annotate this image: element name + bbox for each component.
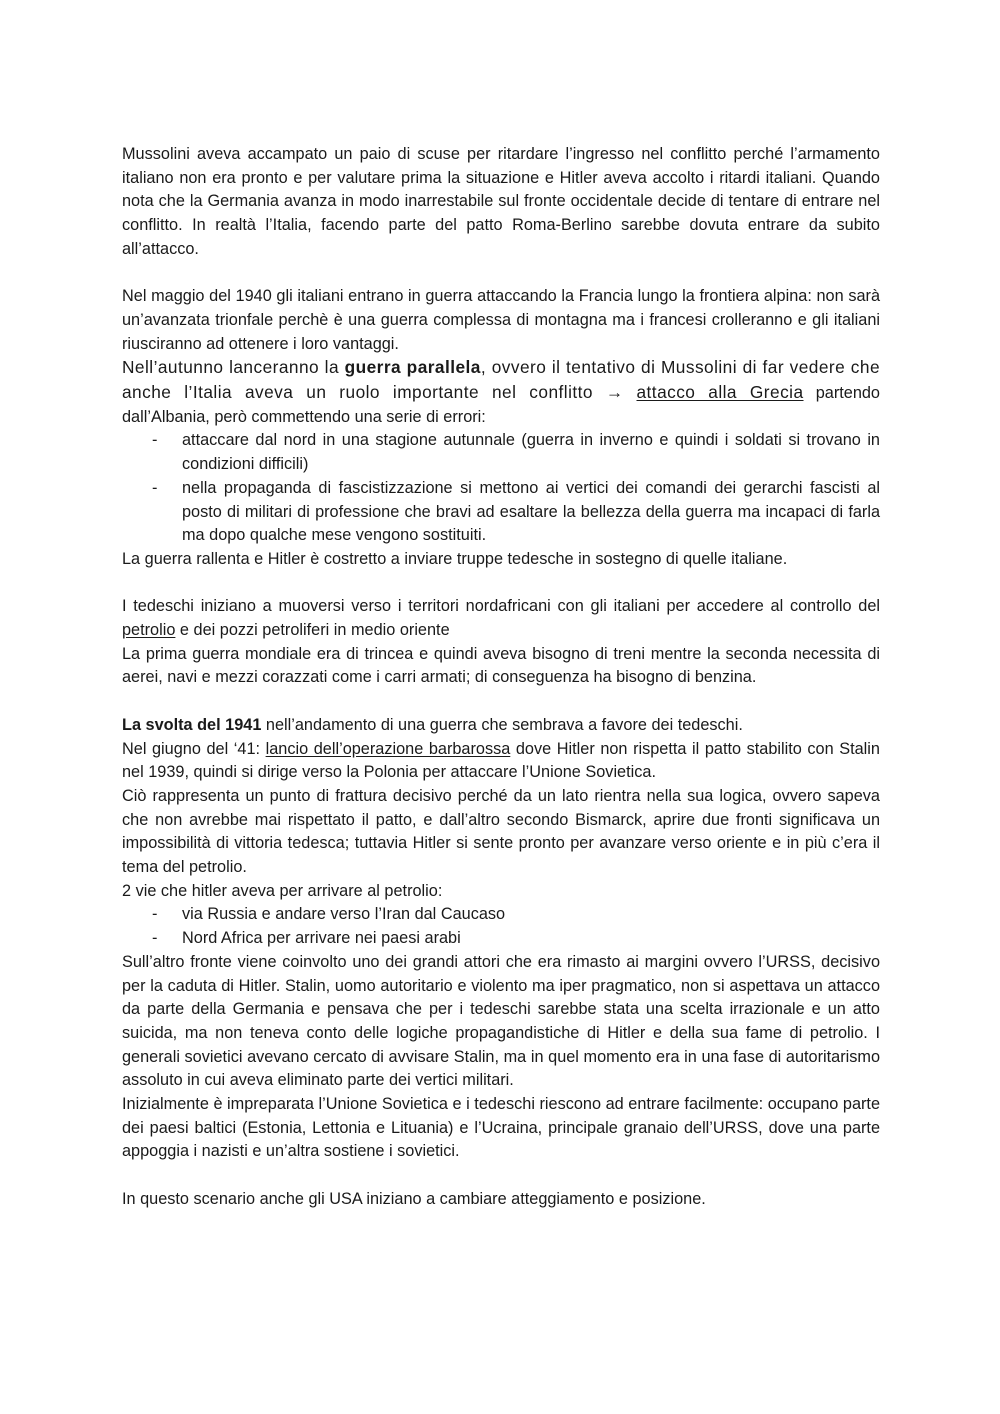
barbarossa-underlined: lancio dell’operazione barbarossa <box>265 739 511 758</box>
barbarossa-text-a: Nel giugno del ‘41: <box>122 739 266 758</box>
dash-bullet: - <box>152 905 158 924</box>
list-item <box>122 477 880 548</box>
dash-bullet: - <box>152 929 158 948</box>
parallel-war-text-c: , ovvero il tentativo di Mussolini di far vedere che anche l’Italia aveva un ruolo importante nel conflitto → <box>122 357 881 403</box>
greece-attack-underlined: attacco alla Grecia <box>636 382 804 403</box>
list-item <box>122 429 880 476</box>
paragraph-war-slows: La guerra rallenta e Hitler è costretto a inviare truppe tedesche in sostegno di quelle italiane. <box>122 549 788 568</box>
paragraph-north-africa <box>122 595 880 642</box>
paragraph-soviet-unprepared: Inizialmente è impreparata l’Unione Sovietica e i tedeschi riescono ad entrare facilmente: occupano parte dei paesi baltici (Estonia, Lettonia e Lituania) e l’Ucraina, principale granaio dell’URSS, dove una parte appoggia i nazisti e un’altra sostiene i sovietici. <box>122 1095 880 1161</box>
paragraph-mussolini-excuses: Mussolini aveva accampato un paio di scuse per ritardare l’ingresso nel conflitto perché l’armamento italiano non era pronto e per valutare prima la situazione e Hitler aveva accolto i ritardi italiani. Quando nota che la Germania avanza in modo inarrestabile sul fronte occidentale decide di tentare di entrare nel conflitto. In realtà l’Italia, facendo parte del patto Roma-Berlino sarebbe dovuta entrare da subito all’attacco. <box>122 145 880 258</box>
paragraph-may-1940: Nel maggio del 1940 gli italiani entrano in guerra attaccando la Francia lungo la frontiera alpina: non sarà un’avanzata trionfale perchè è una guerra complessa di montagna ma i francesi crolleranno e gli italiani riusciranno ad ottenere i loro vantaggi. <box>122 287 880 353</box>
parallel-war-bold: guerra parallela <box>344 357 481 378</box>
parallel-war-text-e: partendo dall’Albania, però commettendo una serie di errori: <box>122 384 880 426</box>
paragraph-parallel-war <box>122 356 880 429</box>
parallel-war-text-a: Nell’autunno lanceranno la <box>122 357 345 378</box>
paragraph-urss-stalin: Sull’altro fronte viene coinvolto uno dei grandi attori che era rimasto ai margini ovvero l’URSS, decisivo per la caduta di Hitler. Stalin, uomo autoritario e violento ma iper pragmatico, non si aspettava un attacco da parte della Germania e pensava che per i tedeschi sarebbe stata una scelta irrazionale e un atto suicida, ma non teneva conto delle logiche propagandistiche di Hitler e della sua fame di petrolio. I generali sovietici avevano cercato di avvisare Stalin, ma in quel momento era in una fase di autoritarismo assoluto in cui aveva eliminato parte dei vertici militari. <box>122 952 880 1090</box>
list-item <box>122 927 880 951</box>
paragraph-two-routes: 2 vie che hitler aveva per arrivare al petrolio: <box>122 881 443 900</box>
north-africa-text-c: e dei pozzi petroliferi in medio oriente <box>175 621 450 640</box>
list-item <box>122 903 880 927</box>
barbarossa-text-c: dove Hitler non rispetta il patto stabilito con Stalin nel 1939, quindi si dirige verso la Polonia per attaccare l’Unione Sovietica. <box>122 739 880 782</box>
petrolio-underlined: petrolio <box>122 621 176 640</box>
paragraph-turning-point-1941 <box>122 714 880 738</box>
paragraph-first-vs-second-war: La prima guerra mondiale era di trincea e quindi aveva bisogno di treni mentre la seconda necessita di aerei, navi e mezzi corazzati come i carri armati; di conseguenza ha bisogno di benzina. <box>122 644 880 687</box>
paragraph-barbarossa <box>122 738 880 785</box>
north-africa-text-a: I tedeschi iniziano a muoversi verso i territori nordafricani con gli italiani per accedere al controllo del <box>122 597 880 616</box>
dash-bullet: - <box>152 431 158 450</box>
turning-point-text: nell’andamento di una guerra che sembrava a favore dei tedeschi. <box>261 715 743 734</box>
list-item-text: attaccare dal nord in una stagione autunnale (guerra in inverno e quindi i soldati si trovano in condizioni difficili) <box>182 431 880 474</box>
dash-bullet: - <box>152 478 158 497</box>
turning-point-bold: La svolta del 1941 <box>122 715 262 734</box>
list-item-text: via Russia e andare verso l’Iran dal Caucaso <box>182 905 506 924</box>
paragraph-usa-change: In questo scenario anche gli USA iniziano a cambiare atteggiamento e posizione. <box>122 1189 706 1208</box>
list-item-text: Nord Africa per arrivare nei paesi arabi <box>182 929 461 948</box>
list-item-text: nella propaganda di fascistizzazione si mettono ai vertici dei comandi dei gerarchi fascisti al posto di militari di professione che bravi ad esaltare la bellezza della guerra ma incapaci di farla ma dopo qualche mese vengono sostituiti. <box>182 478 880 545</box>
paragraph-fracture-point: Ciò rappresenta un punto di frattura decisivo perché da un lato rientra nella sua logica, ovvero sapeva che non avrebbe mai rispettato il patto, e dall’altro secondo Bismarck, aprire due fronti significava un impossibilità di vittoria tedesca; tuttavia Hitler si sente pronto per avanzare verso oriente e in più c’era il tema del petrolio. <box>122 786 880 877</box>
routes-list <box>122 903 880 950</box>
errors-list <box>122 429 880 548</box>
